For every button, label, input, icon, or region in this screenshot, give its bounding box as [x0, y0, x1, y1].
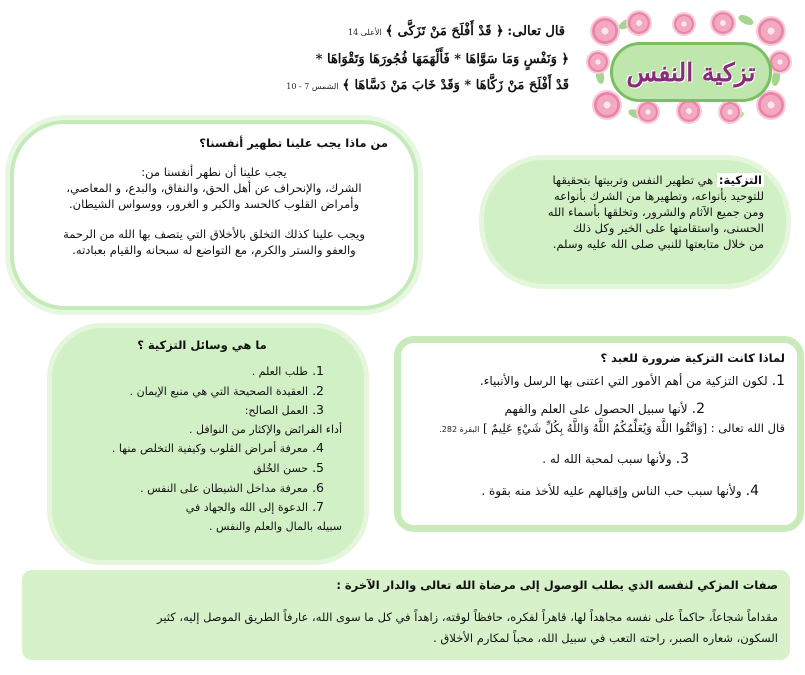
list-item: 2.العقيدة الصحيحة التي هي منبع الإيمان .: [129, 382, 324, 398]
verse-lead: قال تعالى:: [507, 24, 565, 39]
traits-box: [22, 570, 790, 660]
list-item: سبيله بالمال والعلم والنفس .: [209, 519, 342, 533]
verse-line-3: [286, 78, 569, 93]
flower-decoration: [758, 92, 784, 118]
leaf-decoration: [737, 13, 755, 27]
necessity-item-1: 1.لكون التزكية من أهم الأمور التي اعتنى بها الرسل والأنبياء.: [479, 373, 785, 389]
purify-line: والعفو والستر والكرم، مع التواضع له سبحانه والقيام بعبادته.: [72, 243, 356, 257]
definition-line: للتوحيد بأنواعه، وتطهيرها من الشرك بأنواعه: [553, 189, 764, 203]
flower-decoration: [594, 92, 620, 118]
flower-decoration: [720, 102, 740, 122]
flower-decoration: [638, 102, 658, 122]
necessity-verse: قال الله تعالى : [وَاتَّقُوا اللَّهَ وَيُعَلِّمُكُمُ اللَّهُ وَاللَّهُ بِكُلِّ شَيْءٍ عَلِيمٌ ] البقرة 282.: [439, 421, 785, 435]
definition-body: [484, 160, 786, 252]
title-frame: [588, 12, 790, 126]
title-plate: [610, 42, 772, 102]
means-title: ما هي وسائل التزكية ؟: [137, 338, 267, 352]
definition-line: من خلال متابعتها للنبي صلى الله عليه وسلم.: [552, 237, 764, 251]
verse-reference: الشمس 7 - 10: [286, 82, 339, 91]
definition-term: التزكية:: [718, 173, 762, 187]
definition-line: التزكية: هي تطهير النفس وتربيتها بتحقيقها: [552, 173, 762, 187]
page-title: تزكية النفس: [626, 57, 756, 87]
verse-line-2: [316, 52, 569, 67]
purify-box: [10, 120, 418, 310]
means-list: [62, 362, 342, 536]
verse-line-1: [348, 24, 565, 39]
flower-decoration: [628, 12, 650, 34]
flower-decoration: [712, 12, 734, 34]
necessity-box: [394, 336, 804, 532]
flower-decoration: [588, 52, 608, 72]
purify-line: ويجب علينا كذلك التخلق بالأخلاق التي يتصف بها الله من الرحمة: [63, 227, 365, 241]
list-item: 3.العمل الصالح:: [244, 402, 324, 418]
flower-decoration: [770, 52, 790, 72]
necessity-item-4: 4.ولأنها سبب حب الناس وإقبالهم عليه للأخذ منه بقوة .: [481, 483, 759, 499]
flower-decoration: [758, 18, 784, 44]
list-item: 1.طلب العلم .: [251, 363, 324, 378]
purify-body: [14, 124, 414, 258]
definition-line: الحسنى، واستقامتها على الخير وكل ذلك: [572, 221, 764, 235]
necessity-item-3: 3.ولأنها سبب لمحبة الله له .: [542, 451, 689, 467]
purify-line: وأمراض القلوب كالحسد والكبر و الغرور، ووسواس الشيطان.: [69, 197, 359, 211]
necessity-body: [401, 343, 797, 501]
traits-line: السكون، شعاره الصبر، راحته التعب في سبيل الله، محباً لمكارم الأخلاق .: [433, 631, 778, 645]
purify-title: من ماذا يجب علينا تطهير أنفسنا؟: [199, 136, 388, 150]
flower-decoration: [678, 100, 700, 122]
traits-title: صفات المزكي لنفسه الذي يطلب الوصول إلى مرضاة الله تعالى والدار الآخرة :: [336, 578, 778, 592]
verse-text: ﴿ وَنَفْسٍ وَمَا سَوَّاهَا * فَأَلْهَمَهَا فُجُورَهَا وَتَقْوَاهَا *: [315, 52, 569, 67]
list-item: 7.الدعوة إلى الله والجهاد في: [185, 499, 324, 515]
traits-line: مقداماً شجاعاً، حاكماً على نفسه مجاهداً لها، قاهراً لفكره، حافظاً لوقته، زاهداً في كل ما سوى الله، عارفاً الطريق الموصل إليه، كثير: [156, 610, 778, 624]
definition-box: [484, 160, 786, 284]
necessity-title: لماذا كانت التزكية ضرورة للعبد ؟: [600, 351, 785, 365]
list-item: 6.معرفة مداخل الشيطان على النفس .: [140, 479, 324, 495]
verse-reference: الأعلى 14: [348, 28, 382, 37]
list-item: 4.معرفة أمراض القلوب وكيفية التخلص منها .: [111, 440, 324, 456]
means-body: [52, 328, 364, 536]
purify-line: الشرك، والإنحراف عن أهل الحق، والنفاق، والبدع، و المعاصي،: [66, 181, 362, 195]
necessity-item-2: 2.لأنها سبيل الحصول على العلم والفهم: [504, 401, 705, 417]
list-item: 5.حسن الخُلق: [253, 459, 324, 475]
flower-decoration: [592, 18, 618, 44]
list-item: أداء الفرائض والإكثار من النوافل .: [189, 422, 342, 436]
means-box: [52, 328, 364, 560]
verse-text: ﴿ قَدْ أَفْلَحَ مَنْ تَزَكَّى ﴾: [385, 24, 504, 39]
flower-decoration: [674, 14, 694, 34]
definition-line: ومن جميع الآثام والشرور، وتخلقها بأسماء الله: [547, 205, 764, 219]
verse-text: قَدْ أَفْلَحَ مَنْ زَكَّاهَا * وَقَدْ خَابَ مَنْ دَسَّاهَا ﴾: [342, 78, 569, 93]
traits-body: [22, 570, 790, 648]
purify-line: يجب علينا أن نطهر أنفسنا من:: [141, 165, 287, 179]
